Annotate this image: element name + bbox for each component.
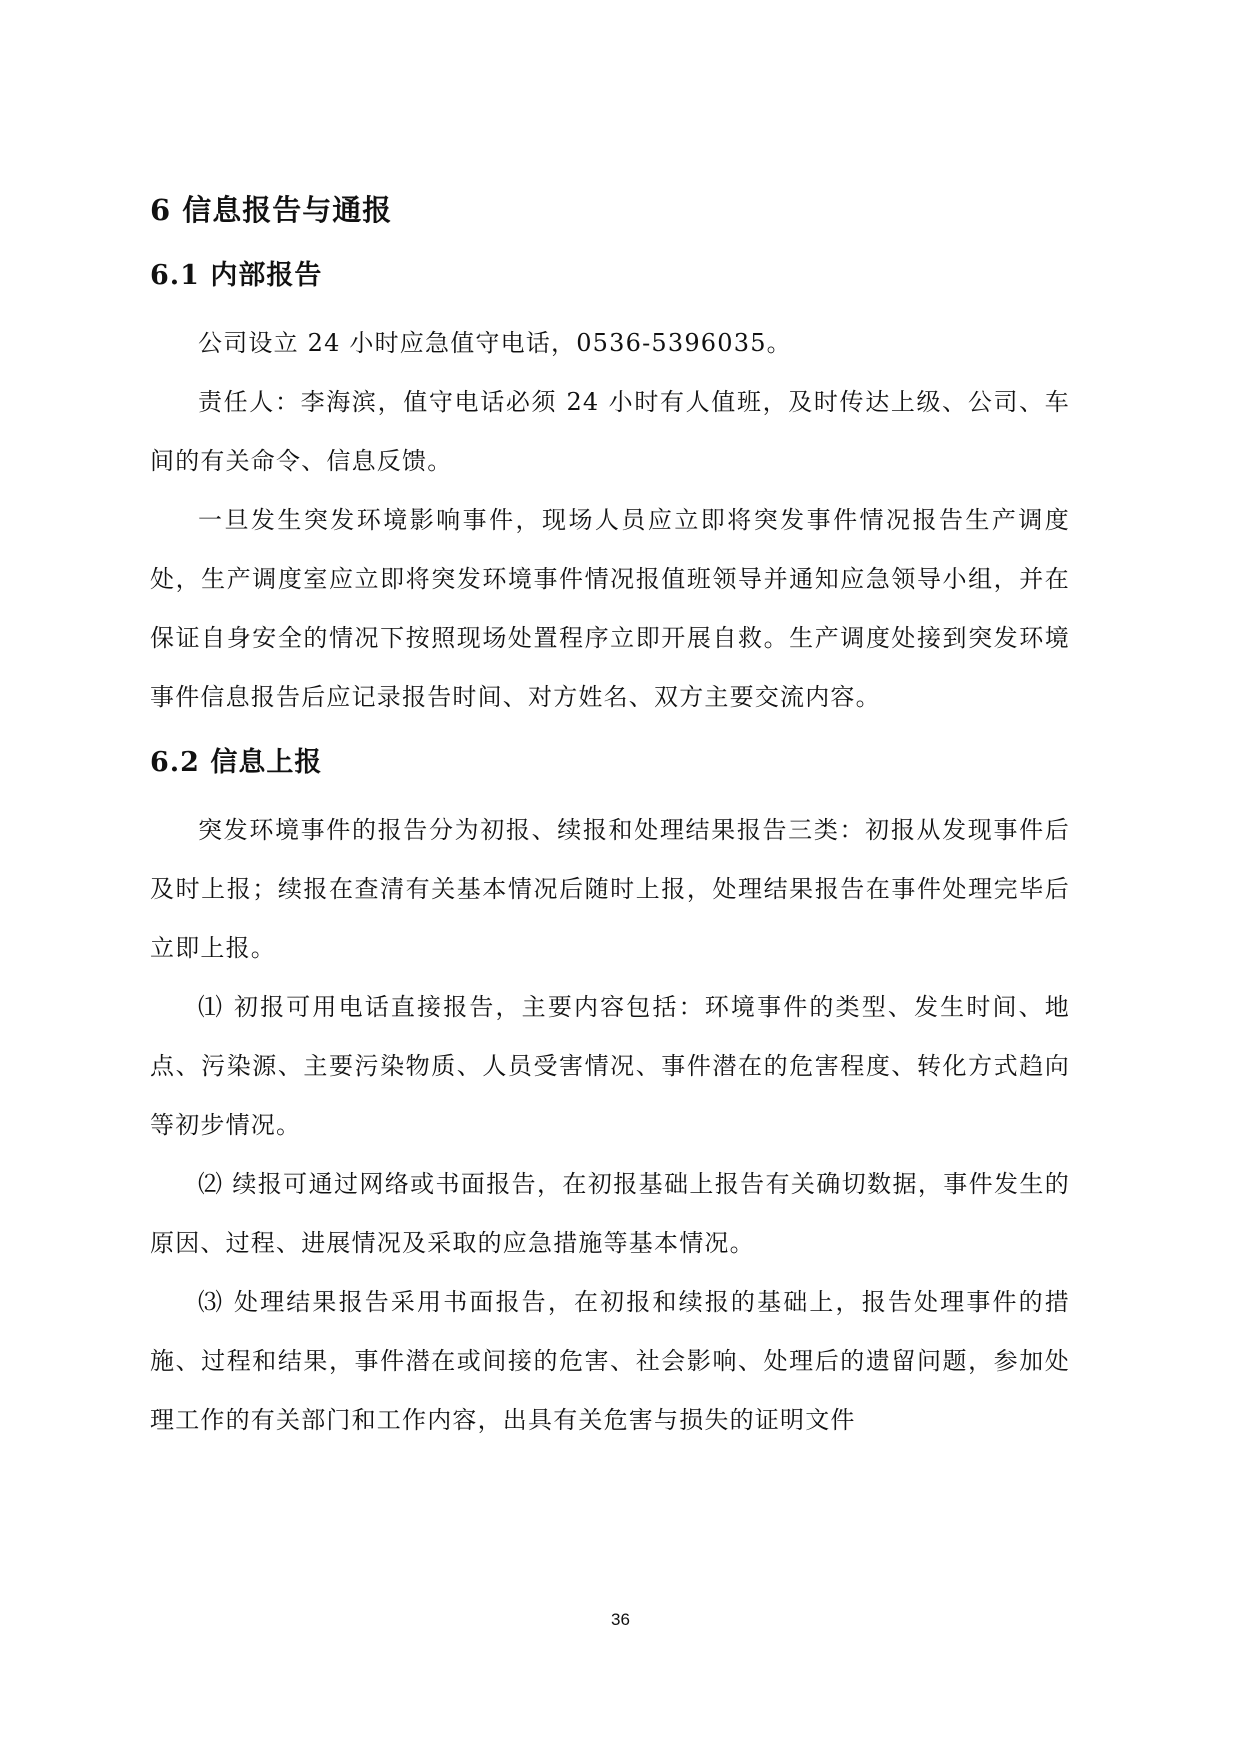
paragraph-responsible-person: 责任人：李海滨，值守电话必须 24 小时有人值班，及时传达上级、公司、车间的有关命令、信息反馈。	[150, 388, 1070, 475]
page-number: 36	[611, 1610, 630, 1629]
chapter-heading: 6 信息报告与通报	[150, 193, 393, 227]
page-content	[150, 190, 1070, 1450]
section-heading-info-reporting: 6.2 信息上报	[150, 747, 323, 778]
paragraph-result-report: ⑶ 处理结果报告采用书面报告，在初报和续报的基础上，报告处理事件的措施、过程和结果，事件潜在或间接的危害、社会影响、处理后的遗留问题，参加处理工作的有关部门和工作内容，出具有关危害与损失的证明文件	[150, 1288, 1070, 1434]
paragraph-follow-up-report: ⑵ 续报可通过网络或书面报告，在初报基础上报告有关确切数据，事件发生的原因、过程、进展情况及采取的应急措施等基本情况。	[150, 1170, 1070, 1257]
paragraph-hotline: 公司设立 24 小时应急值守电话，0536-5396035。	[198, 329, 792, 357]
paragraph-initial-report: ⑴ 初报可用电话直接报告，主要内容包括：环境事件的类型、发生时间、地点、污染源、主要污染物质、人员受害情况、事件潜在的危害程度、转化方式趋向等初步情况。	[150, 993, 1070, 1139]
paragraph-incident-procedure: 一旦发生突发环境影响事件，现场人员应立即将突发事件情况报告生产调度处，生产调度室应立即将突发环境事件情况报值班领导并通知应急领导小组，并在保证自身安全的情况下按照现场处置程序立即开展自救。生产调度处接到突发环境事件信息报告后应记录报告时间、对方姓名、双方主要交流内容。	[150, 506, 1070, 711]
paragraph-report-types: 突发环境事件的报告分为初报、续报和处理结果报告三类：初报从发现事件后及时上报；续报在查清有关基本情况后随时上报，处理结果报告在事件处理完毕后立即上报。	[150, 816, 1070, 962]
section-heading-internal-report: 6.1 内部报告	[150, 260, 323, 291]
